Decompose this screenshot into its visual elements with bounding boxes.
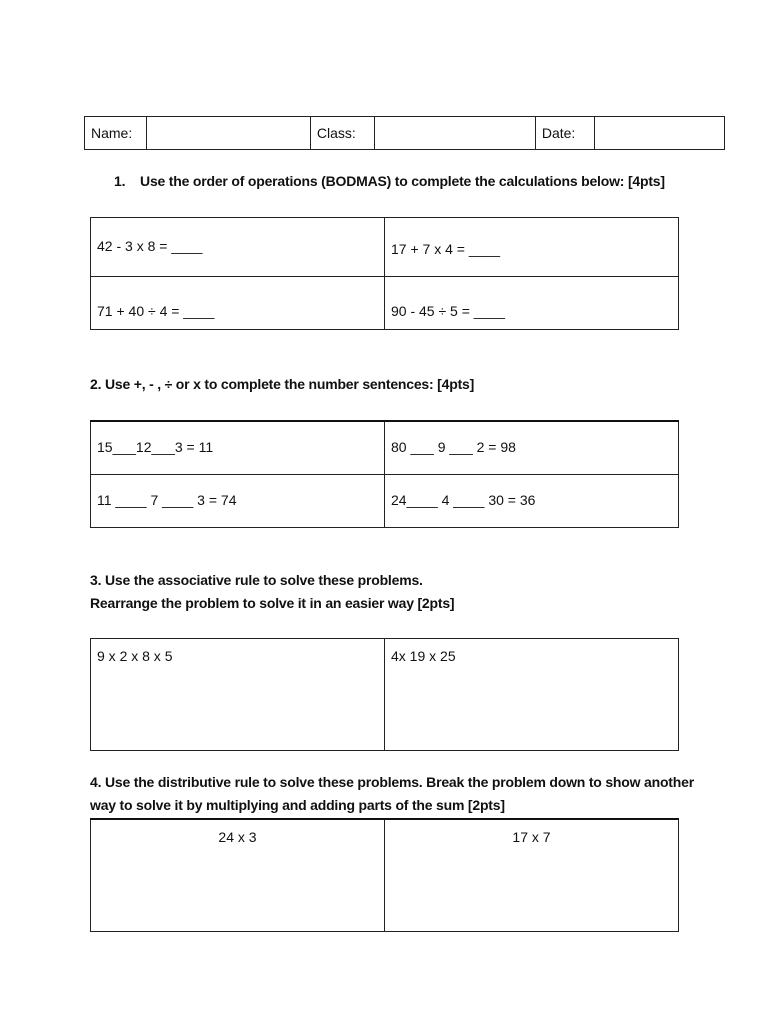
- q2-cell-4[interactable]: [385, 474, 679, 527]
- q3-cell-1[interactable]: [91, 639, 385, 751]
- q4-heading-line1: 4. Use the distributive rule to solve these problems. Break the problem down to show another: [90, 774, 694, 790]
- q1-problem-3: 71 + 40 ÷ 4 = ____: [97, 303, 215, 319]
- q3-heading-line1: 3. Use the associative rule to solve these problems.: [90, 572, 423, 588]
- class-label-cell: [310, 117, 374, 150]
- q1-table: [90, 217, 679, 330]
- student-info-table: [84, 116, 725, 150]
- name-label-cell: [85, 117, 147, 150]
- q3-problem-2: 4x 19 x 25: [391, 648, 456, 664]
- q1-cell-2[interactable]: [385, 218, 679, 277]
- q1-cell-1[interactable]: [91, 218, 385, 277]
- date-label: Date:: [541, 125, 576, 141]
- name-field[interactable]: [146, 117, 310, 150]
- date-field[interactable]: [594, 117, 724, 150]
- q1-problem-2: 17 + 7 x 4 = ____: [391, 241, 500, 257]
- q2-problem-3: 11 ____ 7 ____ 3 = 74: [97, 491, 237, 508]
- q1-cell-4[interactable]: [385, 277, 679, 330]
- q4-table: [90, 818, 679, 932]
- q1-cell-3[interactable]: [91, 277, 385, 330]
- q2-problem-1: 15___12___3 = 11: [97, 438, 214, 455]
- q2-heading: 2. Use +, - , ÷ or x to complete the number sentences: [4pts]: [90, 376, 475, 392]
- q1-heading: 1. Use the order of operations (BODMAS) to complete the calculations below: [4pts]: [114, 173, 665, 189]
- q4-problem-1: 24 x 3: [218, 829, 257, 845]
- q2-cell-1[interactable]: [91, 421, 385, 474]
- q3-cell-2[interactable]: [385, 639, 679, 751]
- q1-problem-4: 90 - 45 ÷ 5 = ____: [391, 303, 505, 319]
- q4-cell-1[interactable]: [91, 819, 385, 931]
- q1-problem-1: 42 - 3 x 8 = ____: [97, 238, 203, 254]
- q2-cell-2[interactable]: [385, 421, 679, 474]
- q3-problem-1: 9 x 2 x 8 x 5: [97, 648, 173, 664]
- name-label: Name:: [91, 125, 133, 141]
- q2-problem-4: 24____ 4 ____ 30 = 36: [391, 491, 536, 508]
- class-field[interactable]: [374, 117, 535, 150]
- q4-cell-2[interactable]: [385, 819, 679, 931]
- q2-problem-2: 80 ___ 9 ___ 2 = 98: [391, 438, 516, 455]
- q2-cell-3[interactable]: [91, 474, 385, 527]
- class-label: Class:: [316, 125, 356, 141]
- q4-problem-2: 17 x 7: [512, 829, 551, 845]
- q2-table: [90, 420, 679, 528]
- q4-heading-line2: way to solve it by multiplying and adding parts of the sum [2pts]: [90, 797, 505, 813]
- q3-heading-line2: Rearrange the problem to solve it in an easier way [2pts]: [90, 595, 455, 611]
- date-label-cell: [535, 117, 594, 150]
- q3-table: [90, 638, 679, 751]
